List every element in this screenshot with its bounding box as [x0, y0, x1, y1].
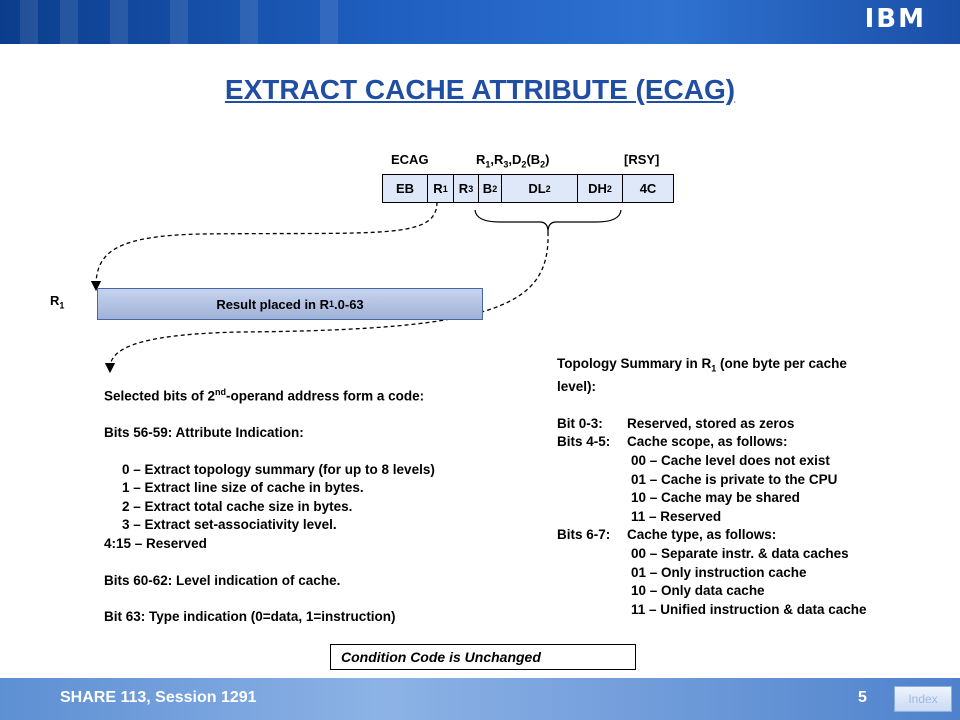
topology-heading: Topology Summary in $R_1$ (one byte per cache level):	[557, 356, 847, 395]
bits-attr-heading: Bits 56-59: Attribute Indication:	[104, 425, 304, 441]
row-value: 10 – Only data cache	[631, 583, 765, 599]
field-b2: B 2	[479, 175, 502, 202]
intro-line: Selected bits of 2nd-operand address form a code:	[104, 387, 425, 404]
row-value: 11 – Unified instruction & data cache	[631, 601, 867, 617]
condition-code-box: Condition Code is Unchanged	[330, 644, 636, 670]
type-indication: Bit 63: Type indication (0=data, 1=instruction)	[104, 609, 396, 625]
row-key: Bit 0-3:	[557, 415, 603, 431]
field-dh2: DH 2	[578, 175, 623, 202]
format-type: [RSY]	[624, 152, 660, 167]
topology-summary	[557, 355, 917, 619]
operand-code-description	[104, 383, 544, 627]
field-r1: R 1	[428, 175, 454, 202]
row-key: Bits 4-5:	[557, 434, 611, 450]
row-value: 00 – Separate instr. & data caches	[631, 546, 849, 562]
attr-item: 0 – Extract topology summary (for up to 8 levels)	[122, 461, 435, 477]
level-indication: Bits 60-62: Level indication of cache.	[104, 572, 341, 588]
result-register-label: $R_1$	[50, 293, 65, 311]
attr-item: 4:15 – Reserved	[104, 536, 207, 552]
attr-item: 2 – Extract total cache size in bytes.	[122, 498, 353, 514]
index-button[interactable]: Index	[894, 686, 952, 712]
session-label: SHARE 113, Session 1291	[60, 689, 257, 706]
attr-item: 3 – Extract set-associativity level.	[122, 517, 337, 533]
footer-bar	[0, 678, 960, 720]
ibm-logo: IBM	[864, 4, 926, 34]
row-value: 10 – Cache may be shared	[631, 490, 800, 506]
format-operands: $R_1,R_3,D_2(B_2)$	[476, 152, 550, 170]
field-dl2: DL 2	[502, 175, 578, 202]
attr-item: 1 – Extract line size of cache in bytes.	[122, 480, 364, 496]
field-r3: R 3	[454, 175, 479, 202]
format-mnemonic: ECAG	[391, 152, 429, 167]
row-value: 01 – Cache is private to the CPU	[631, 471, 838, 487]
row-value: Reserved, stored as zeros	[627, 415, 795, 431]
result-box: Result placed in R 1 .0-63	[97, 288, 483, 320]
row-value: Cache type, as follows:	[627, 527, 777, 543]
row-value: Cache scope, as follows:	[627, 434, 788, 450]
field-op1: EB	[383, 175, 428, 202]
field-op2: 4C	[639, 181, 657, 196]
row-value: 00 – Cache level does not exist	[631, 453, 830, 469]
page-number: 5	[858, 689, 867, 706]
row-key: Bits 6-7:	[557, 527, 611, 543]
page-title: EXTRACT CACHE ATTRIBUTE (ECAG)	[224, 74, 736, 105]
row-value: 01 – Only instruction cache	[631, 564, 807, 580]
row-value: 11 – Reserved	[631, 508, 722, 524]
